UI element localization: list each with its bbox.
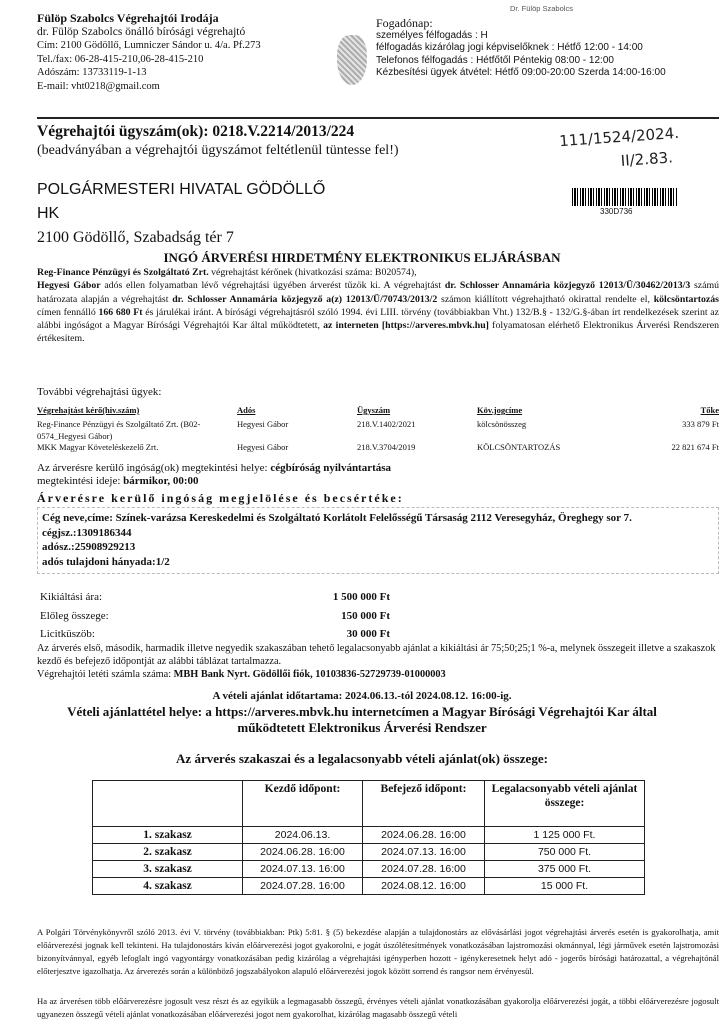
text: Vételi ajánlattétel helye: a https://arveres.mbvk.hu internetcímen a Magyar Bírósági Végrehajtói Kar által [67,704,657,719]
office-name: Fülöp Szabolcs Végrehajtói Irodája [37,11,219,25]
text: folyamatosan elérhető Elektronikus Árverési Rendszeren értékesítem. [37,320,719,345]
text: 22 821 674 Ft [671,442,719,452]
text: 333 879 Ft [682,419,719,429]
text: 218.V.3704/2019 [357,442,416,452]
text: Hegyesi Gábor [237,442,289,452]
text: 15 000 Ft. [485,878,645,895]
addressee-line: HK [37,205,60,222]
bid-place [0,704,724,736]
text [93,781,243,827]
handwritten-registry-number [558,121,681,177]
text: 2024.07.28. 16:00 [243,878,363,895]
text: Reg-Finance Pénzügyi és Szolgáltató Zrt. (B02-0574_Hegyesi Gábor) [37,419,201,441]
further-cases-title: További végrehajtási ügyek: [37,386,162,398]
text: és járulékai iránt. A bírósági végrehajtásról szóló 1994. évi LIII. törvény (továbbiakban Vht.) 132/B.§ - 132/G.§-ában írt rendelkezések szerint az alábbi ingóságot a Magyar Bírósági Végrehajtói Kar által működtetett, [37,306,719,332]
text: 750 000 Ft. [485,844,645,861]
text: számú határozata alapján a végrehajtást [37,280,720,305]
footer-paragraph: Ha az árverésen több előárverezésre jogosult vesz részt és az egyikük a legmagasabb összegű, érvényes vételi ajánlat vonatkozásában gyakorolja előárverezési jogát, a többi előárverezésre jogosult ugyanezen összegű vételi ajánlat vonatkozásában előárverezési jogot nem gyakorolhat, kizárólag magasabb összegű vételi [37,996,719,1019]
text: adós tulajdoni hányada:1/2 [42,555,170,568]
text: 1 125 000 Ft. [485,827,645,844]
text: Tőke [700,405,719,415]
viewing-info [37,462,391,488]
reception-line: Telefonos félfogadás : Hétfőtől Péntekig 08:00 - 12:00 [376,54,614,66]
reception-line: személyes félfogadás : H [376,29,488,41]
text: az interneten [https://arveres.mbvk.hu] [323,320,489,332]
text: Reg-Finance Pénzügyi és Szolgáltató Zrt. [37,267,209,278]
text: adós ellen folyamatban lévő végrehajtási ügyében árverést tűzök ki. A végrehajtást [100,280,445,292]
text: címen fennálló [37,306,99,318]
text: bármikor, 00:00 [123,475,199,487]
addressee-line: POLGÁRMESTERI HIVATAL GÖDÖLLŐ [37,181,326,198]
reception-line: félfogadás kizárólag jogi képviselőknek : Hétfő 12:00 - 14:00 [376,42,643,54]
officer-name: dr. Fülöp Szabolcs önálló bírósági végrehajtó [37,25,246,38]
further-cases-table [37,405,719,454]
text: 3. szakasz [93,861,243,878]
text: Licitküszöb: [40,628,95,640]
addressee-line: 2100 Gödöllő, Szabadság tér 7 [37,229,234,246]
stages-info [37,642,719,682]
text: cégjsz.:1309186344 [42,526,132,539]
office-phone: Tel./fax: 06-28-415-210,06-28-415-210 [37,53,204,65]
text: 166 680 Ft [98,306,143,318]
price-list [40,588,390,644]
text: MKK Magyar Követeléskezelő Zrt. [37,442,159,452]
reception-info [376,17,666,80]
text: dr. Schlosser Annamária közjegyző 12013/Ü/30462/2013/3 [444,280,691,292]
text: működtetett Elektronikus Árverési Rendszer [237,720,487,735]
text: kölcsönösszeg [477,419,527,429]
text: Cég neve,címe: Színek-varázsa Kereskedelmi és Szolgáltató Korlátolt Felelősségű Társaság 2112 Veresegyház, Öreghegy sor 7. [42,512,632,524]
stages-table-title: Az árverés szakaszai és a legalacsonyabb vételi ajánlat(ok) összege: [176,751,548,766]
text: Kezdő időpont: [243,781,363,827]
document-title: INGÓ ÁRVERÉSI HIRDETMÉNY ELEKTRONIKUS ELJÁRÁSBAN [163,250,561,265]
text: 2024.06.28. 16:00 [243,844,363,861]
text: 218.V.1402/2021 [357,419,416,429]
text: kölcsöntartozás [653,293,719,305]
text: dr. Schlosser Annamária közjegyző a(z) 12013/Ü/70743/2013/2 [172,293,438,305]
office-email: E-mail: vht0218@gmail.com [37,80,160,92]
text: 1. szakasz [93,827,243,844]
text: Köv.jogcíme [477,405,523,415]
text: 2024.06.28. 16:00 [363,827,485,844]
office-address: Cím: 2100 Gödöllő, Lumniczer Sándor u. 4/a. Pf.273 [37,40,261,51]
text: 2024.06.13. [243,827,363,844]
intro-paragraph [37,266,719,346]
text: számon kiállított végrehajtható okirattal rendelte el, [437,293,654,305]
table-row [37,442,719,454]
item-heading: Árverésre kerülő ingóság megjelölése és becsértéke: [37,491,404,505]
handwritten-line: II/2.83. [620,148,674,170]
text: Ügyszám [357,405,391,415]
table-row [93,861,645,878]
text: 2024.07.28. 16:00 [363,861,485,878]
text: Adós [237,405,256,415]
bid-duration: A vételi ajánlat időtartama: 2024.06.13.-tól 2024.08.12. 16:00-ig. [212,690,512,702]
text: adósz.:25908929213 [42,541,136,553]
text: Kikiáltási ára: [40,591,103,603]
text: végrehajtást kérőnek (hivatkozási száma: B020574), [208,267,417,278]
received-stamp: Dr. Fülöp Szabolcs [510,4,573,13]
barcode [572,188,677,206]
item-box [37,507,719,574]
text: Legalacsonyabb vételi ajánlat összege: [485,781,645,827]
office-tax: Adószám: 13733119-1-13 [37,67,147,78]
text: Végrehajtást kérő(hiv.szám) [37,405,140,415]
reception-line: Kézbesítési ügyek átvétel: Hétfő 09:00-20:00 Szerda 14:00-16:00 [376,67,666,79]
barcode-label: 330D736 [600,207,633,216]
text: 150 000 Ft [341,609,390,622]
text: 1 500 000 Ft [332,591,390,603]
table-row [93,827,645,844]
text: Végrehajtói letéti számla száma: [37,669,174,681]
coat-of-arms-icon [337,35,367,85]
stages-table [92,780,645,895]
text: 2024.08.12. 16:00 [363,878,485,895]
text: Befejező időpont: [363,781,485,827]
case-note: (beadványában a végrehajtói ügyszámot feltétlenül tüntesse fel!) [37,143,399,158]
text: 4. szakasz [93,878,243,895]
text: 2. szakasz [93,844,243,861]
handwritten-line: 111/1524/2024. [558,123,680,151]
addressee [37,178,325,250]
header-divider [37,117,719,119]
text: Előleg összege: [40,609,109,622]
text: KÖLCSÖNTARTOZÁS [477,442,561,452]
text: Hegyesi Gábor [37,280,101,292]
text: 2024.07.13. 16:00 [243,861,363,878]
text: Hegyesi Gábor [237,419,289,429]
table-row [37,419,719,442]
text: Az árverésre kerülő ingóság(ok) megtekintési helye: [37,462,271,474]
footer-paragraph: A Polgári Törvénykönyvről szóló 2013. évi V. törvény (továbbiakban: Ptk) 5:81. § (5) bekezdése alapján a tulajdonostárs az elővásárlási jogot végrehajtási árverés esetén is gyakorolhatja, amit előárverezési jognak kell tekinteni. Ha tulajdonostárs kíván előárverezési jogot gyakorolni, e jogát úszólétesítmények vonatkozásában lajstromozási okmánnyal, légi járművek esetén lajstromozási bizonyítvánnyal, egyéb lefoglalt ingó vagyontárgy vonatkozásában pedig kizárólag a végrehajtási igényperben hozott - igénykeresetnek helyt adó - jogerős bírósági határozattal, a végrehajtónál előterjesztve igazolhatja. Az árverezés során a különböző jogszabályokon alapuló előárverezési jogok között sorrend és rangsor nem érvényesül. [37,927,719,976]
text: Az árverés első, második, harmadik illetve negyedik szakaszában tehető legalacsonyabb ajánlat a kikiáltási ár 75;50;25;1 %-a, melynek összegeit illetve a szakaszok kezdő és befejező időpontját az alábbi táblázat tartalmazza. [37,643,716,668]
text: cégbíróság nyilvántartása [270,462,392,474]
reception-title: Fogadónap: [376,16,433,30]
table-row [93,878,645,895]
text: 30 000 Ft [346,628,390,640]
case-number: Végrehajtói ügyszám(ok): 0218.V.2214/2013/224 [37,123,355,140]
office-info [37,12,261,93]
text: 2024.07.13. 16:00 [363,844,485,861]
table-row [93,844,645,861]
text: megtekintési ideje: [37,475,124,487]
text: 375 000 Ft. [485,861,645,878]
text: MBH Bank Nyrt. Gödöllői fiók, 10103836-52729739-01000003 [173,669,446,681]
